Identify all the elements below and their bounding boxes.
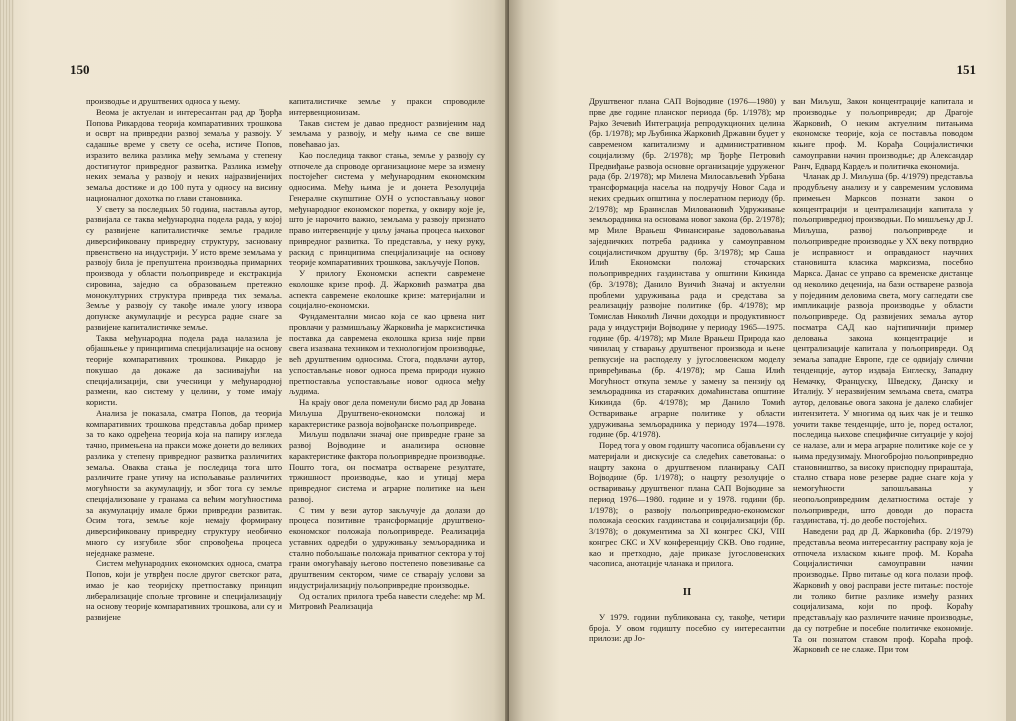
paragraph: У прилогу Економски аспекти савремене еколошке кризе проф. Д. Жарковић разматра два аспекта савремене еколошке кризе: материјални и социјално-економски. (289, 268, 485, 311)
paragraph: Наведени рад др Д. Жарковића (бр. 2/1979) представља веома интересантну расправу која је отпочела изласком књиге проф. М. Кораћа Социјалистички самоуправни начин производње. Прво питање од кога полази проф. Жарковић у овој расправи јесте питање: постоје ли толико битне разлике између разних социјализама, који по проф. Кораћу представљају као различите начине производње, да су потребне и посебне политичке економије. Та он познатом ставом проф. Кораћа проф. Жарковић се не слаже. При том (793, 526, 973, 655)
paragraph: Фундаментални мисао која се као црвена нит провлачи у размишљању Жарковића је марксистичка поставка да савремена еколошка криза није први свега изазвана техником и технологијом производње, већ друштвеним односима. Стога, подвлачи аутор, успостављање новог односа према природи нужно претпоставља успостављање новог односа међу људима. (289, 311, 485, 397)
paragraph: Миљуш подвлачи значај оне привредне гране за развој Војводине и анализира основне карактеристике фактора пољопривредне производње. Пошто тога, он посматра остварене резултате, тржишност производње, као и утицај мера привредног система и аграрне политике на њен развој. (289, 429, 485, 504)
paragraph: Анализа је показала, сматра Попов, да теорија компаративних трошкова представља добар пример за то како одређена теорија која на папиру изгледа тачно, примењена на пракси може донети до великих разлика у степену привредног развитка различитих земаља. Оваква стања је последица тога што различите гране утичу на испољавање различитих могућности за акумулацију, и због тога су земље специјализоване у гранама са већим могућностима за акумулацију имале бржи привредни развитак. Осим тога, земље које немају формирану диверсификовану привредну структуру необично много су изгубиле због спровођења процеса неједнаке размене. (86, 407, 282, 558)
paragraph: Од осталих прилога треба навести следеће: мр М. Митровић Реализација (289, 590, 485, 612)
paragraph: производње и друштвених односа у њему. (86, 96, 241, 106)
paragraph: У свету за последњих 50 година, наставља аутор, развијала се таква међународна подела рада, у којој су развијене капиталистичке земље градиле диверсификовану привредну структуру, засновану првенствено на индустрији. У исто време земљама у развоју била је препуштена производња примарних производа у области пољопривреде и екстракција сировина, заједно са образовањем претежно монокултурних структура привреда тих земаља. Земље у развоју су такође имале улогу извора допунске акумулације и ресурса радне снаге за развијене капиталистичке земље. (86, 203, 282, 332)
paragraph: Поред тога у овом годишту часописа објављени су материјали и дискусије са следећих саветовања: о нацрту закона о друштвеном планирању САП Војводине (бр. 1/1978); о нацрту резолуције о остваривању друштвеног плана САП Војводине за период 1976—1980. године и у 1978. години (бр. 1/1978); о развоју пољопривредно-економског положаја сеоских газдинстава и социјализацији (бр. 3/1978); о документима за XI конгрес СКЈ, VIII конгрес СКС и XV конференцију СКВ. Ово године, као и претходно, даје приказе југословенских часописа, анотације чланака и прилога. (589, 440, 785, 569)
paragraph: Веома је актуелан и интересантан рад др Ђорђа Попова Рикардова теорија компаративних трошкова и осврт на привредни развој земаља у развоју. У садашње време у свету се осећа, истиче Попов, изразито велика разлика међу земљама у степену достигнутог привредног развитка. Разлика између неких земаља у развоју и неких најразвијенијих земаља достиже и до 100 пута у односу на висину националног дохотка по глави становника. (86, 106, 282, 203)
right-column-1 (589, 96, 785, 721)
paragraph: На крају овог дела поменули бисмо рад др Јована Миљуша Друштвено-економски положај и карактеристике развоја војвођанске пољопривреде. (289, 397, 485, 429)
paragraph: Чланак др Ј. Миљуша (бр. 4/1979) представља продубљену анализу и у савременим условима примењен Марксов познати закон о концентрацији и централизацији капитала у пољопривредној производњи. По мишљењу др Ј. Миљуша, развој пољопривреде и пољопривредне производње у XX веку потврдио је исправност и оправданост научних становишта класика марксизма, посебно Маркса. Данас се управо са временске дистанце од неколико деценија, на бази остварене развоја у појединим деловима света, могу сагледати све импликације развоја производње у области пољопривреде. Од развијених земаља аутор посматра САД као најтипичнији пример деловања закона концентрације и централизације капитала у пољопривреди. Од земаља западне Европе, где се одвијају слични тенденције, аутор издваја Енглеску, Западну Немачку, Француску, Шведску, Данску и Италију. У неразвијеним земљама света, сматра аутор, деловање овога закона је далеко слабијег интензитета. У многима од њих чак је и тешко уочити такве тенденције, што је, поред осталог, последица њихове специфичне ситуације у којој се налазе, али и мера аграрне политике које се у њима предузимају. Многобројно пољопривредно становништво, за високу присподну прираштаја, стално ствара нове резерве радне снаге која у немогућности запошљавања у неопољопривредним делатностима остаје у пољопривреди, што доводи до пораста газдинстава, тј. до деобе постојећих. (793, 171, 973, 526)
paragraph: капиталистичке земље у пракси спроводиле интервенционизам. (289, 96, 485, 117)
paragraph: У 1979. години публикована су, такође, четири броја. У овом годишту посебно су интересантни прилози: др Јо- (589, 611, 785, 644)
paragraph: Као последица таквог стања, земље у развоју су отпочеле да спроводе организационе мере за измену постојећег система у међународним економским односима. Међу њима је и донета Резолуција Генералне скупштине ОУН о успостављању новог међународног економског поретка, у оквиру које је, што је нарочито важно, земљама у развоју признато право интервенције у циљу јачања процеса њиховог привредног развитка. То представља, у неку руку, раскид с принципима специјализације на основу теорије компаративних трошкова, закључује Попов. (289, 149, 485, 268)
section-heading: II (682, 586, 692, 598)
paragraph: Друштвеног плана САП Војводине (1976—1980) у прве две године планског периода (бр. 1/1978); мр Рајко Зечевић Интеграција репродукционих целина (бр. 1/1978); мр Љубинка Жарковић Државни буџет у савременом капитализму и административном социјализму (бр. 2/1978); мр Ђорђе Петровић Предвиђање развоја основне организације удруженог рада (бр. 2/1978); мр Милена Милосављевић Урбана трансформација насеља на подручју Новог Сада и неких средњих општина у послератном периоду (бр. 2/1978); мр Бранислав Миловановић Удруживање земљорадника на основама новог закона (бр. 2/1978); мр Миле Врањеш Финансирање задовољавања заједничких потреба радника у самоуправном социјалистичком друштву (бр. 3/1978); мр Саша Илић Економски положај сточарских пољопривредних газдинстава у општини Кикинда (бр. 3/1978); Данило Вуичић Значај и актуелни проблеми удруживања рада и средстава за реализацију развојне политике (бр. 4/1978); мр Томислав Николић Лични доходци и продуктивност рада у индустрији Војводине у периоду 1965—1975. године (бр. 4/1978); мр Миле Врањеш Природа као чинилац у стварању друштвеног производа и њене репкусије на расподелу у југословенском моделу привређивања (бр. 4/1978); мр Саша Илић Могућност откупа земље у замену за пензију од земљорадника из старачких домаћинстава општине Кикинда (бр. 4/1978); мр Данило Томић Оствaривање аграрне политике у области удруживања земљорадника у периоду 1974—1978. године (бр. 4/1978). (589, 96, 785, 440)
right-page (509, 0, 1016, 721)
left-column-2 (289, 96, 485, 721)
right-page-edge (1006, 0, 1016, 721)
paragraph: Систем међународних економских односа, сматра Попов, који је утврђен после другог светског рата, имао је као теоријску претпоставку принцип либерализације спољне трговине и специјализацију на основу теорије компаративних трошкова, али су и развијене (86, 558, 282, 622)
paragraph: С тим у вези аутор закључује да долази до процеса позитивне трансформације друштвено-економског положаја пољопривреде. Реализација уставних одредби о удруживању земљорадника и стално побољшање положаја приватног сектора у тој грани омогућавају његово постепено повезивање са друштвеним сектором, чиме се стварају услови за индустријализацију пољопривредне производње. (289, 504, 485, 590)
right-page-number: 151 (956, 62, 976, 77)
paragraph: ван Миљуш, Закон концентрације капитала и производње у пољопривреди; др Драгоје Жарковић, О неким актуелним питањима економске теорије, која се поставља поводом књиге проф. М. Корађа Социјалистички самоуправни начин производње; др Александар Ранч, Едвард Кардељ и политичка економија. (793, 96, 973, 171)
left-page-edge (0, 0, 14, 721)
right-column-2 (793, 96, 973, 721)
paragraph: Таква међународна подела рада налазила је објашњење у принципима специјализације на основу теорије компаративних трошкова. Рикардо је покушао да докаже да заснивајући на специјализацији, сви учесници у међународној размени, као систему у целини, у томе имају користи. (86, 332, 282, 407)
left-page-number: 150 (70, 62, 90, 77)
left-column-1 (86, 96, 282, 721)
paragraph: Такав систем је давао предност развијеним над земљама у развоју, и међу њима се све више повећавао јаз. (289, 117, 485, 149)
